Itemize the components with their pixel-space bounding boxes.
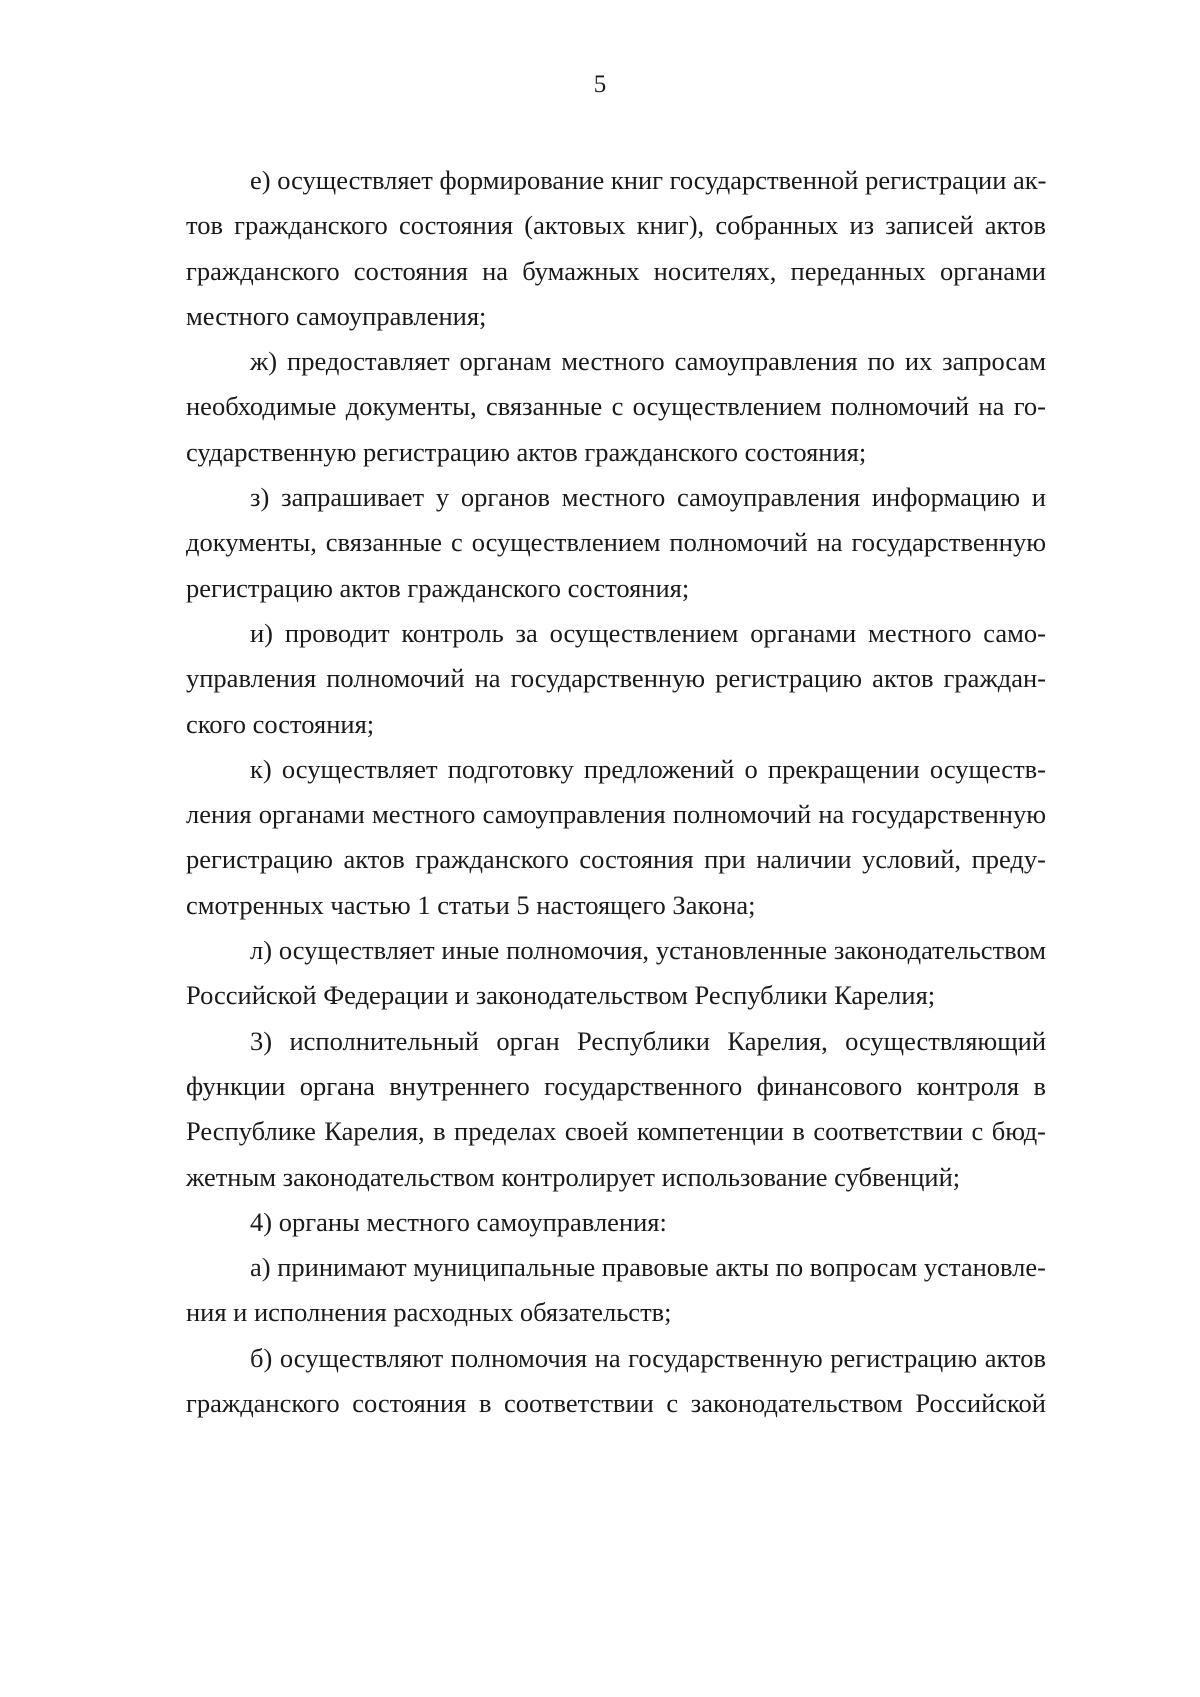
text-line: л) осуществляет иные полномочия, установленные законодательством [250, 935, 1046, 966]
text-line: местного самоуправления; [186, 300, 487, 331]
text-line: регистрацию актов гражданского состояния; [186, 572, 690, 603]
text-line: ления органами местного самоуправления полномочий на государственную [186, 799, 1046, 830]
text-line: Республике Карелия, в пределах своей компетенции в соответствии с бюд- [186, 1116, 1046, 1147]
text-line: е) осуществляет формирование книг государственной регистрации ак- [250, 165, 1047, 195]
text-line: смотренных частью 1 статьи 5 настоящего Закона; [186, 889, 756, 920]
text-line: необходимые документы, связанные с осуществлением полномочий на го- [186, 391, 1046, 422]
text-line: и) проводит контроль за осуществлением органами местного само- [250, 617, 1046, 648]
document-body [186, 158, 1046, 1426]
text-line: ж) предоставляет органам местного самоуправления по их запросам [250, 346, 1046, 377]
text-line: з) запрашивает у органов местного самоуправления информацию и [250, 482, 1046, 513]
text-line: ского состояния; [186, 708, 375, 739]
text-line: Российской Федерации и законодательством Республики Карелия; [186, 980, 936, 1011]
text-line: к) осуществляет подготовку предложений о прекращении осуществ- [250, 753, 1046, 784]
text-line: гражданского состояния в соответствии с законодательством Российской [186, 1388, 1046, 1419]
page-number: 5 [593, 71, 607, 98]
text-line: тов гражданского состояния (актовых книг), собранных из записей актов [186, 210, 1046, 241]
text-line: 4) органы местного самоуправления: [250, 1206, 667, 1237]
text-line: сударственную регистрацию актов гражданского состояния; [186, 436, 867, 467]
text-line: гражданского состояния на бумажных носителях, переданных органами [186, 255, 1046, 286]
text-line: 3) исполнительный орган Республики Карелия, осуществляющий [250, 1025, 1046, 1056]
text-line: а) принимают муниципальные правовые акты по вопросам установле- [250, 1252, 1046, 1283]
text-line: управления полномочий на государственную регистрацию актов граждан- [186, 663, 1046, 694]
text-line: б) осуществляют полномочия на государственную регистрацию актов [250, 1342, 1046, 1373]
text-line: жетным законодательством контролирует использование субвенций; [186, 1161, 961, 1192]
text-line: функции органа внутреннего государственного финансового контроля в [186, 1070, 1046, 1101]
text-line: регистрацию актов гражданского состояния при наличии условий, преду- [186, 844, 1046, 875]
text-line: ния и исполнения расходных обязательств; [186, 1297, 672, 1328]
text-line: документы, связанные с осуществлением полномочий на государственную [186, 527, 1046, 558]
